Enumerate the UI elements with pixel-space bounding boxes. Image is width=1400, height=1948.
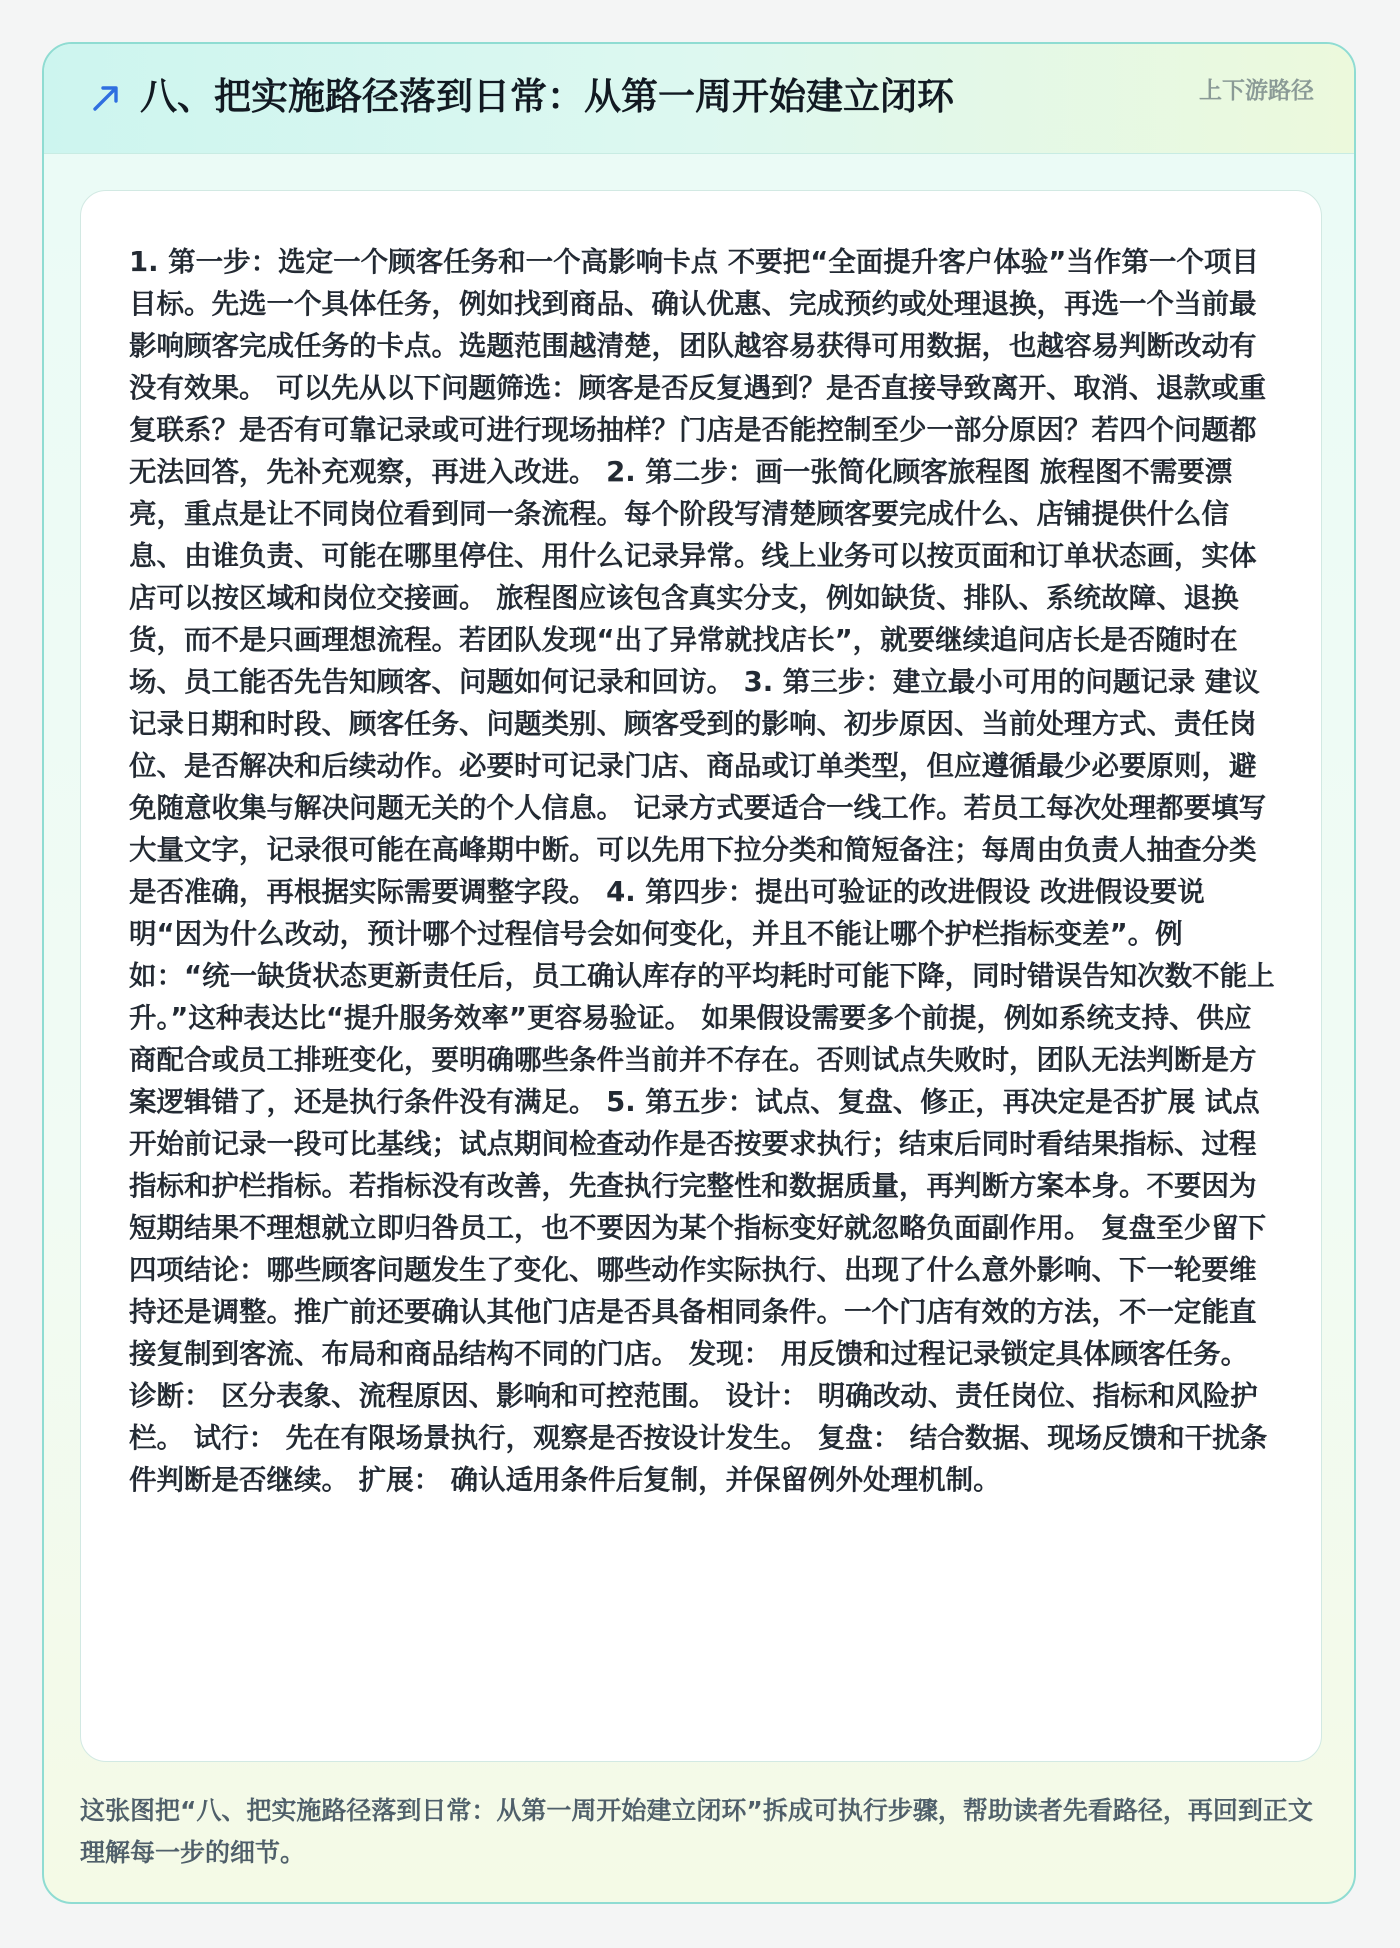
card-title: 八、把实施路径落到日常：从第一周开始建立闭环 xyxy=(140,75,954,118)
arrow-up-right-icon xyxy=(88,80,124,116)
figure-caption: 这张图把“八、把实施路径落到日常：从第一周开始建立闭环”拆成可执行步骤，帮助读者先看路径，再回到正文理解每一步的细节。 xyxy=(80,1796,1313,1867)
content-panel xyxy=(80,190,1322,1762)
card-header xyxy=(44,44,1354,154)
section-tag: 上下游路径 xyxy=(1199,78,1314,104)
body-text: 1. 第一步：选定一个顾客任务和一个高影响卡点 不要把“全面提升客户体验”当作第一个项目目标。先选一个具体任务，例如找到商品、确认优惠、完成预约或处理退换，再选一个当前最影响顾客完成任务的卡点。选题范围越清楚，团队越容易获得可用数据，也越容易判断改动有没有效果。 可以先从以下问题筛选：顾客是否反复遇到？是否直接导致离开、取消、退款或重复联系？是否有可靠记录或可进行现场抽样？门店是否能控制至少一部分原因？若四个问题都无法回答，先补充观察，再进入改进。 2. 第二步：画一张简化顾客旅程图 旅程图不需要漂亮，重点是让不同岗位看到同一条流程。每个阶段写清楚顾客要完成什么、店铺提供什么信息、由谁负责、可能在哪里停住、用什么记录异常。线上业务可以按页面和订单状态画，实体店可以按区域和岗位交接画。 旅程图应该包含真实分支，例如缺货、排队、系统故障、退换货，而不是只画理想流程。若团队发现“出了异常就找店长”，就要继续追问店长是否随时在场、员工能否先告知顾客、问题如何记录和回访。 3. 第三步：建立最小可用的问题记录 建议记录日期和时段、顾客任务、问题类别、顾客受到的影响、初步原因、当前处理方式、责任岗位、是否解决和后续动作。必要时可记录门店、商品或订单类型，但应遵循最少必要原则，避免随意收集与解决问题无关的个人信息。 记录方式要适合一线工作。若员工每次处理都要填写大量文字，记录很可能在高峰期中断。可以先用下拉分类和简短备注；每周由负责人抽查分类是否准确，再根据实际需要调整字段。 4. 第四步：提出可验证的改进假设 改进假设要说明“因为什么改动，预计哪个过程信号会如何变化，并且不能让哪个护栏指标变差”。例如：“统一缺货状态更新责任后，员工确认库存的平均耗时可能下降，同时错误告知次数不能上升。”这种表达比“提升服务效率”更容易验证。 如果假设需要多个前提，例如系统支持、供应商配合或员工排班变化，要明确哪些条件当前并不存在。否则试点失败时，团队无法判断是方案逻辑错了，还是执行条件没有满足。 5. 第五步：试点、复盘、修正，再决定是否扩展 试点开始前记录一段可比基线；试点期间检查动作是否按要求执行；结束后同时看结果指标、过程指标和护栏指标。若指标没有改善，先查执行完整性和数据质量，再判断方案本身。不要因为短期结果不理想就立即归咎员工，也不要因为某个指标变好就忽略负面副作用。 复盘至少留下四项结论：哪些顾客问题发生了变化、哪些动作实际执行、出现了什么意外影响、下一轮要维持还是调整。推广前还要确认其他门店是否具备相同条件。一个门店有效的方法，不一定能直接复制到客流、布局和商品结构不同的门店。 发现： 用反馈和过程记录锁定具体顾客任务。 诊断： 区分表象、流程原因、影响和可控范围。 设计： 明确改动、责任岗位、指标和风险护栏。 试行： 先在有限场景执行，观察是否按设计发生。 复盘： 结合数据、现场反馈和干扰条件判断是否继续。 扩展： 确认适用条件后复制，并保留例外处理机制。 xyxy=(129,246,1275,1496)
figure-card xyxy=(42,42,1356,1904)
